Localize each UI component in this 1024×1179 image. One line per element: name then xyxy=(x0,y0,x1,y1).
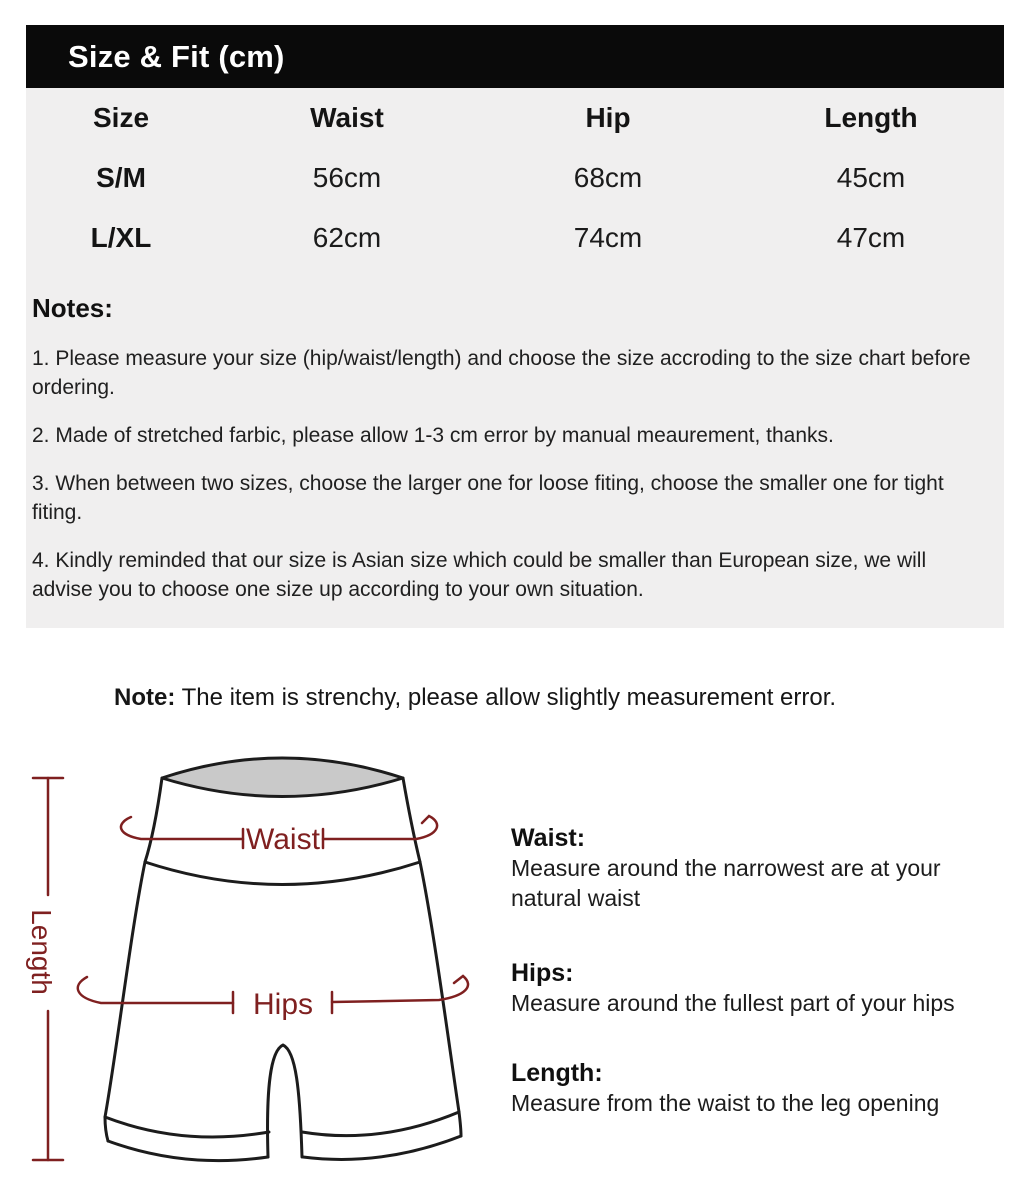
definition-length xyxy=(511,1057,1001,1119)
waist-label: Waist xyxy=(246,823,320,856)
size-fit-panel xyxy=(26,25,1004,628)
shorts-diagram-svg xyxy=(20,745,500,1174)
length-label: Length xyxy=(26,909,57,995)
table-row-size-label: S/M xyxy=(96,162,146,193)
table-cell-waist: 56cm xyxy=(312,162,382,193)
panel-title: Size & Fit (cm) xyxy=(68,38,285,74)
note-item: 2. Made of stretched farbic, please allow 1-3 cm error by manual meaurement, thanks. xyxy=(32,424,834,447)
right-outer-leg xyxy=(420,862,459,1112)
table-cell-length: 47cm xyxy=(836,222,906,253)
definition-description: Measure around the fullest part of your hips xyxy=(511,990,955,1016)
note-item: 3. When between two sizes, choose the larger one for loose fiting, choose the smaller one for tight fiting. xyxy=(32,472,944,524)
notes-heading: Notes: xyxy=(32,293,113,323)
definition-term: Hips: xyxy=(511,959,574,987)
table-cell-length: 45cm xyxy=(836,162,906,193)
table-cell-hip: 74cm xyxy=(573,222,643,253)
hips-arc-left xyxy=(78,977,233,1003)
right-hem-edge xyxy=(459,1112,461,1136)
left-hem-top xyxy=(105,1117,269,1137)
left-hem-edge xyxy=(105,1117,108,1141)
shorts-outline xyxy=(105,758,461,1161)
note-item: 1. Please measure your size (hip/waist/length) and choose the size accroding to the size chart before ordering. xyxy=(32,347,971,399)
right-hem-top xyxy=(302,1112,459,1136)
column-header-hip: Hip xyxy=(585,102,631,133)
waistband-right-edge xyxy=(403,778,420,862)
waist-arc-right xyxy=(323,816,437,839)
table-row-size-label: L/XL xyxy=(90,222,152,253)
panel-header xyxy=(26,25,1004,88)
stretch-note xyxy=(114,684,836,712)
left-outer-leg xyxy=(105,862,145,1117)
hips-arc-right xyxy=(332,976,468,1002)
hips-label: Hips xyxy=(252,988,314,1021)
definition-waist xyxy=(511,822,1001,913)
left-hem-bottom xyxy=(108,1141,268,1161)
definition-hips xyxy=(511,957,1001,1019)
definition-description: Measure around the narrowest are at your natural waist xyxy=(511,855,941,911)
column-header-length: Length xyxy=(824,102,918,133)
size-table xyxy=(26,88,1004,268)
spacer xyxy=(511,913,1001,957)
definition-term: Waist: xyxy=(511,824,586,852)
notes-section xyxy=(26,268,982,604)
measurement-labels xyxy=(26,823,321,1021)
measurement-definitions xyxy=(511,822,1001,1118)
stretch-note-text: The item is strenchy, please allow slightly measurement error. xyxy=(175,684,837,711)
waistband-left-edge xyxy=(145,778,162,862)
waistband-opening xyxy=(162,758,403,797)
column-header-size: Size xyxy=(92,102,150,133)
table-cell-waist: 62cm xyxy=(312,222,382,253)
stretch-note-label: Note: xyxy=(114,684,176,711)
column-header-waist: Waist xyxy=(310,102,384,133)
right-hem-bottom xyxy=(303,1136,461,1159)
shorts-measurement-diagram xyxy=(20,745,500,1174)
waistband-bottom-seam xyxy=(145,862,420,885)
crotch-arch xyxy=(268,1045,302,1157)
spacer xyxy=(511,1019,1001,1057)
definition-term: Length: xyxy=(511,1058,603,1087)
table-cell-hip: 68cm xyxy=(573,162,643,193)
note-item: 4. Kindly reminded that our size is Asian size which could be smaller than European size, we will advise you to choose one size up according to your own situation. xyxy=(32,549,927,601)
definition-description: Measure from the waist to the leg opening xyxy=(511,1089,940,1116)
waist-arc-left xyxy=(121,817,243,839)
